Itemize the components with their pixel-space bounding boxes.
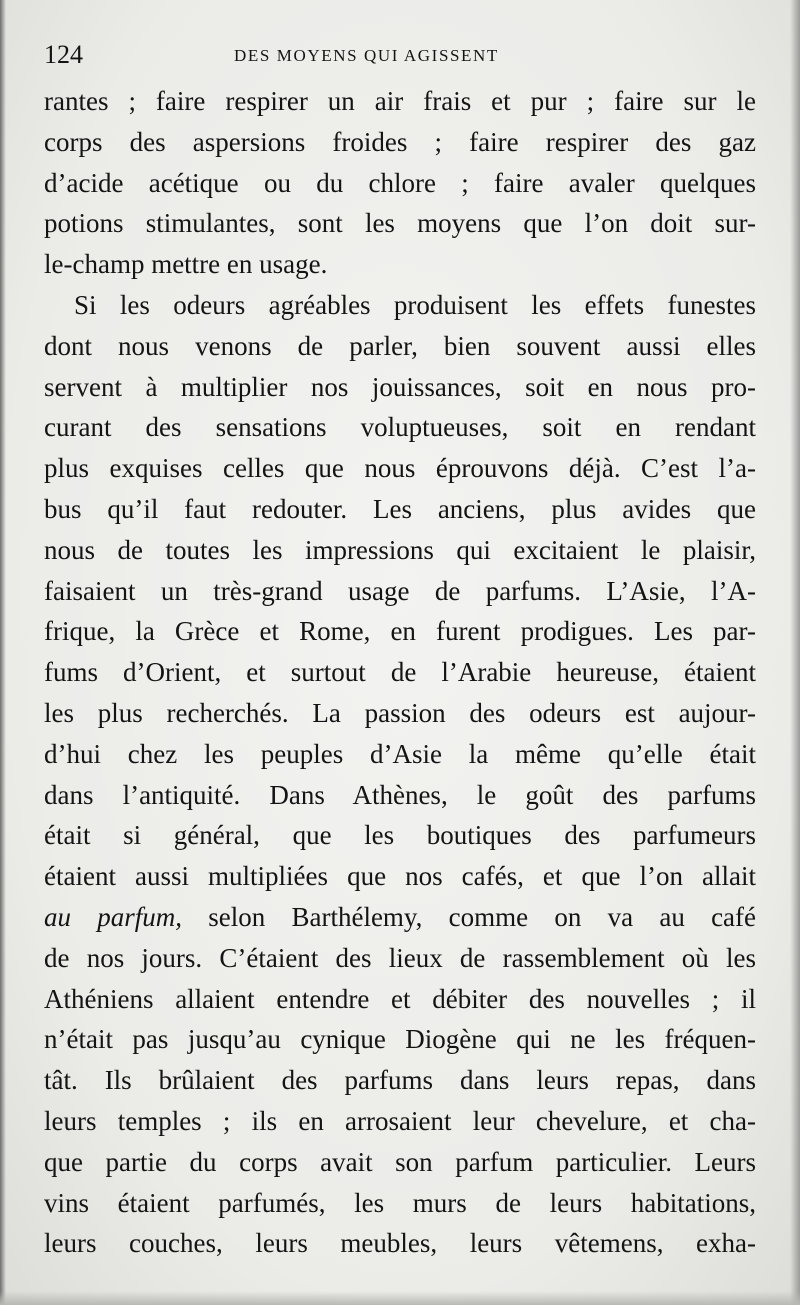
text-line: de nos jours. C’étaient des lieux de rassemblement où les <box>44 942 756 973</box>
text-line: fums d’Orient, et surtout de l’Arabie heureuse, étaient <box>44 657 756 688</box>
text-line: bus qu’il faut redouter. Les anciens, plus avides que <box>44 493 756 524</box>
text-line: tât. Ils brûlaient des parfums dans leurs repas, dans <box>44 1065 756 1096</box>
text-line: leurs temples ; ils en arrosaient leur chevelure, et cha- <box>44 1105 756 1136</box>
text-line: frique, la Grèce et Rome, en furent prodigues. Les par- <box>44 616 756 647</box>
text-line: nous de toutes les impressions qui excitaient le plaisir, <box>44 534 756 565</box>
text-line: curant des sensations voluptueuses, soit en rendant <box>44 412 756 443</box>
text-line: que partie du corps avait son parfum particulier. Leurs <box>44 1146 756 1177</box>
text-line: corps des aspersions froides ; faire respirer des gaz <box>44 126 756 157</box>
text-line-rest: selon Barthélemy, comme on va au café <box>208 901 756 932</box>
text-line-with-italic <box>44 897 756 938</box>
text-line: d’acide acétique ou du chlore ; faire avaler quelques <box>44 167 756 198</box>
text-line: vins étaient parfumés, les murs de leurs habitations, <box>44 1187 756 1218</box>
page-header <box>44 38 754 72</box>
text-line: Athéniens allaient entendre et débiter des nouvelles ; il <box>44 983 756 1014</box>
body-text <box>44 81 756 1264</box>
italic-phrase: au parfum, <box>44 901 182 932</box>
text-line: dont nous venons de parler, bien souvent aussi elles <box>44 330 756 361</box>
page-bottom-shadow <box>0 1291 800 1305</box>
text-line: les plus recherchés. La passion des odeurs est aujour- <box>44 697 756 728</box>
text-line: n’était pas jusqu’au cynique Diogène qui ne les fréquen- <box>44 1024 756 1055</box>
text-line: potions stimulantes, sont les moyens que l’on doit sur- <box>44 208 756 239</box>
text-line: d’hui chez les peuples d’Asie la même qu’elle était <box>44 738 756 769</box>
page-left-shadow <box>0 0 6 1305</box>
paragraph-start-line: Si les odeurs agréables produisent les effets funestes <box>74 289 756 320</box>
running-head: DES MOYENS QUI AGISSENT <box>234 46 499 65</box>
text-line: était si général, que les boutiques des parfumeurs <box>44 820 756 851</box>
text-line: faisaient un très-grand usage de parfums. L’Asie, l’A- <box>44 575 756 606</box>
page-number: 124 <box>44 40 83 69</box>
text-line: plus exquises celles que nous éprouvons déjà. C’est l’a- <box>44 453 756 484</box>
text-line: dans l’antiquité. Dans Athènes, le goût des parfums <box>44 779 756 810</box>
text-line: étaient aussi multipliées que nos cafés, et que l’on allait <box>44 861 756 892</box>
text-line: rantes ; faire respirer un air frais et pur ; faire sur le <box>44 86 756 116</box>
text-line: le-champ mettre en usage. <box>44 249 328 280</box>
text-line: leurs couches, leurs meubles, leurs vêtemens, exha- <box>44 1228 756 1259</box>
page-right-shadow <box>790 0 800 1305</box>
text-line: servent à multiplier nos jouissances, soit en nous pro- <box>44 371 756 402</box>
